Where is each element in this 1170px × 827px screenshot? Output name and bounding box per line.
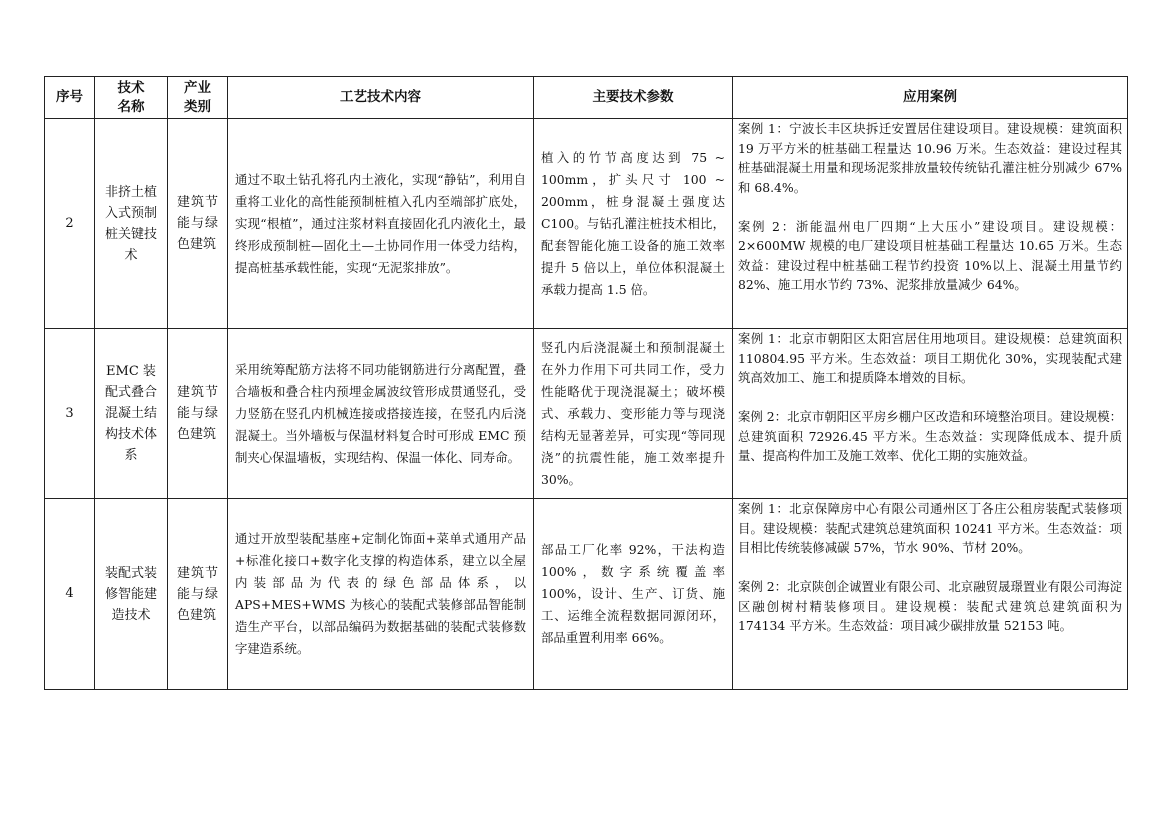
row-process: 采用统筹配筋方法将不同功能钢筋进行分离配置，叠合墙板和叠合柱内预埋金属波纹管形成贯通竖孔，受力竖筋在竖孔内机械连接或搭接连接，在竖孔内后浇混凝土。当外墙板与保温材料复合时可形成 EMC 预制夹心保温墙板，实现结构、保温一体化、同寿命。 <box>228 329 534 499</box>
row-tech-name: 非挤土植入式预制桩关键技术 <box>95 119 168 329</box>
row-cases <box>733 329 1128 499</box>
row-seq: 2 <box>45 119 95 329</box>
row-tech-name: EMC 装配式叠合混凝土结构技术体系 <box>95 329 168 499</box>
case-1: 案例 1：北京市朝阳区太阳宫居住用地项目。建设规模：总建筑面积 110804.95 平方米。生态效益：项目工期优化 30%，实现装配式建筑高效加工、施工和提质降本增效的目标。 <box>738 331 1122 385</box>
case-2: 案例 2：北京陕创企诚置业有限公司、北京融贸晟璟置业有限公司海淀区融创树村精装修项目。建设规模：装配式建筑总建筑面积为 174134 平方米。生态效益：项目减少碳排放量 52153 吨。 <box>738 579 1122 633</box>
row-process: 通过开放型装配基座+定制化饰面+菜单式通用产品+标准化接口+数字化支撑的构造体系，建立以全屋内装部品为代表的绿色部品体系，以 APS+MES+WMS 为核心的装配式装修部品智能制造生产平台，以部品编码为数据基础的装配式装修数字建造系统。 <box>228 499 534 690</box>
header-cases: 应用案例 <box>733 77 1128 119</box>
header-params: 主要技术参数 <box>534 77 733 119</box>
case-2: 案例 2：北京市朝阳区平房乡棚户区改造和环境整治项目。建设规模：总建筑面积 72926.45 平方米。生态效益：实现降低成本、提升质量、提高构件加工及施工效率、优化工期的实施效益。 <box>738 409 1122 463</box>
header-name <box>95 77 168 119</box>
row-params: 部品工厂化率 92%，干法构造 100%，数字系统覆盖率 100%，设计、生产、订货、施工、运维全流程数据同源闭环，部品重置利用率 66%。 <box>534 499 733 690</box>
technology-table <box>44 76 1128 690</box>
row-seq: 4 <box>45 499 95 690</box>
table-row <box>45 119 1128 329</box>
header-row <box>45 77 1128 119</box>
case-2: 案例 2：浙能温州电厂四期“上大压小”建设项目。建设规模：2×600MW 规模的电厂建设项目桩基础工程量达 10.65 万米。生态效益：建设过程中桩基础工程节约投资 10%以上、混凝土用量节约 82%、施工用水节约 73%、泥浆排放量减少 64%。 <box>738 218 1122 292</box>
header-category <box>168 77 228 119</box>
row-category: 建筑节能与绿色建筑 <box>168 119 228 329</box>
row-process: 通过不取土钻孔将孔内土液化，实现“静钻”，利用自重将工业化的高性能预制桩植入孔内至端部扩底处，实现“根植”，通过注浆材料直接固化孔内液化土，最终形成预制桩—固化土—土协同作用一体受力结构，提高桩基承载性能，实现“无泥浆排放”。 <box>228 119 534 329</box>
row-tech-name: 装配式装修智能建造技术 <box>95 499 168 690</box>
row-category: 建筑节能与绿色建筑 <box>168 329 228 499</box>
row-seq: 3 <box>45 329 95 499</box>
header-category-text: 产业 类别 <box>184 79 211 115</box>
case-1: 案例 1：宁波长丰区块拆迁安置居住建设项目。建设规模：建筑面积 19 万平方米的桩基础工程量达 10.96 万米。生态效益：建设过程其桩基础混凝土用量和现场泥浆排放量较传统钻孔灌注桩分别减少 67%和 68.4%。 <box>738 121 1122 195</box>
header-seq: 序号 <box>45 77 95 119</box>
header-name-text: 技术 名称 <box>117 79 145 115</box>
header-process: 工艺技术内容 <box>228 77 534 119</box>
row-cases <box>733 499 1128 690</box>
row-category: 建筑节能与绿色建筑 <box>168 499 228 690</box>
table-row <box>45 329 1128 499</box>
row-params: 竖孔内后浇混凝土和预制混凝土在外力作用下可共同工作，受力性能略优于现浇混凝土；破坏模式、承载力、变形能力等与现浇结构无显著差异，可实现“等同现浇”的抗震性能，施工效率提升 30%。 <box>534 329 733 499</box>
case-1: 案例 1：北京保障房中心有限公司通州区丁各庄公租房装配式装修项目。建设规模：装配式建筑总建筑面积 10241 平方米。生态效益：项目相比传统装修减碳 57%，节水 90%、节材 20%。 <box>738 501 1122 555</box>
table-row <box>45 499 1128 690</box>
row-cases <box>733 119 1128 329</box>
row-params: 植入的竹节高度达到 75 ~ 100mm，扩头尺寸 100 ~ 200mm，桩身混凝土强度达 C100。与钻孔灌注桩技术相比，配套智能化施工设备的施工效率提升 5 倍以上，单位体积混凝土承载力提高 1.5 倍。 <box>534 119 733 329</box>
